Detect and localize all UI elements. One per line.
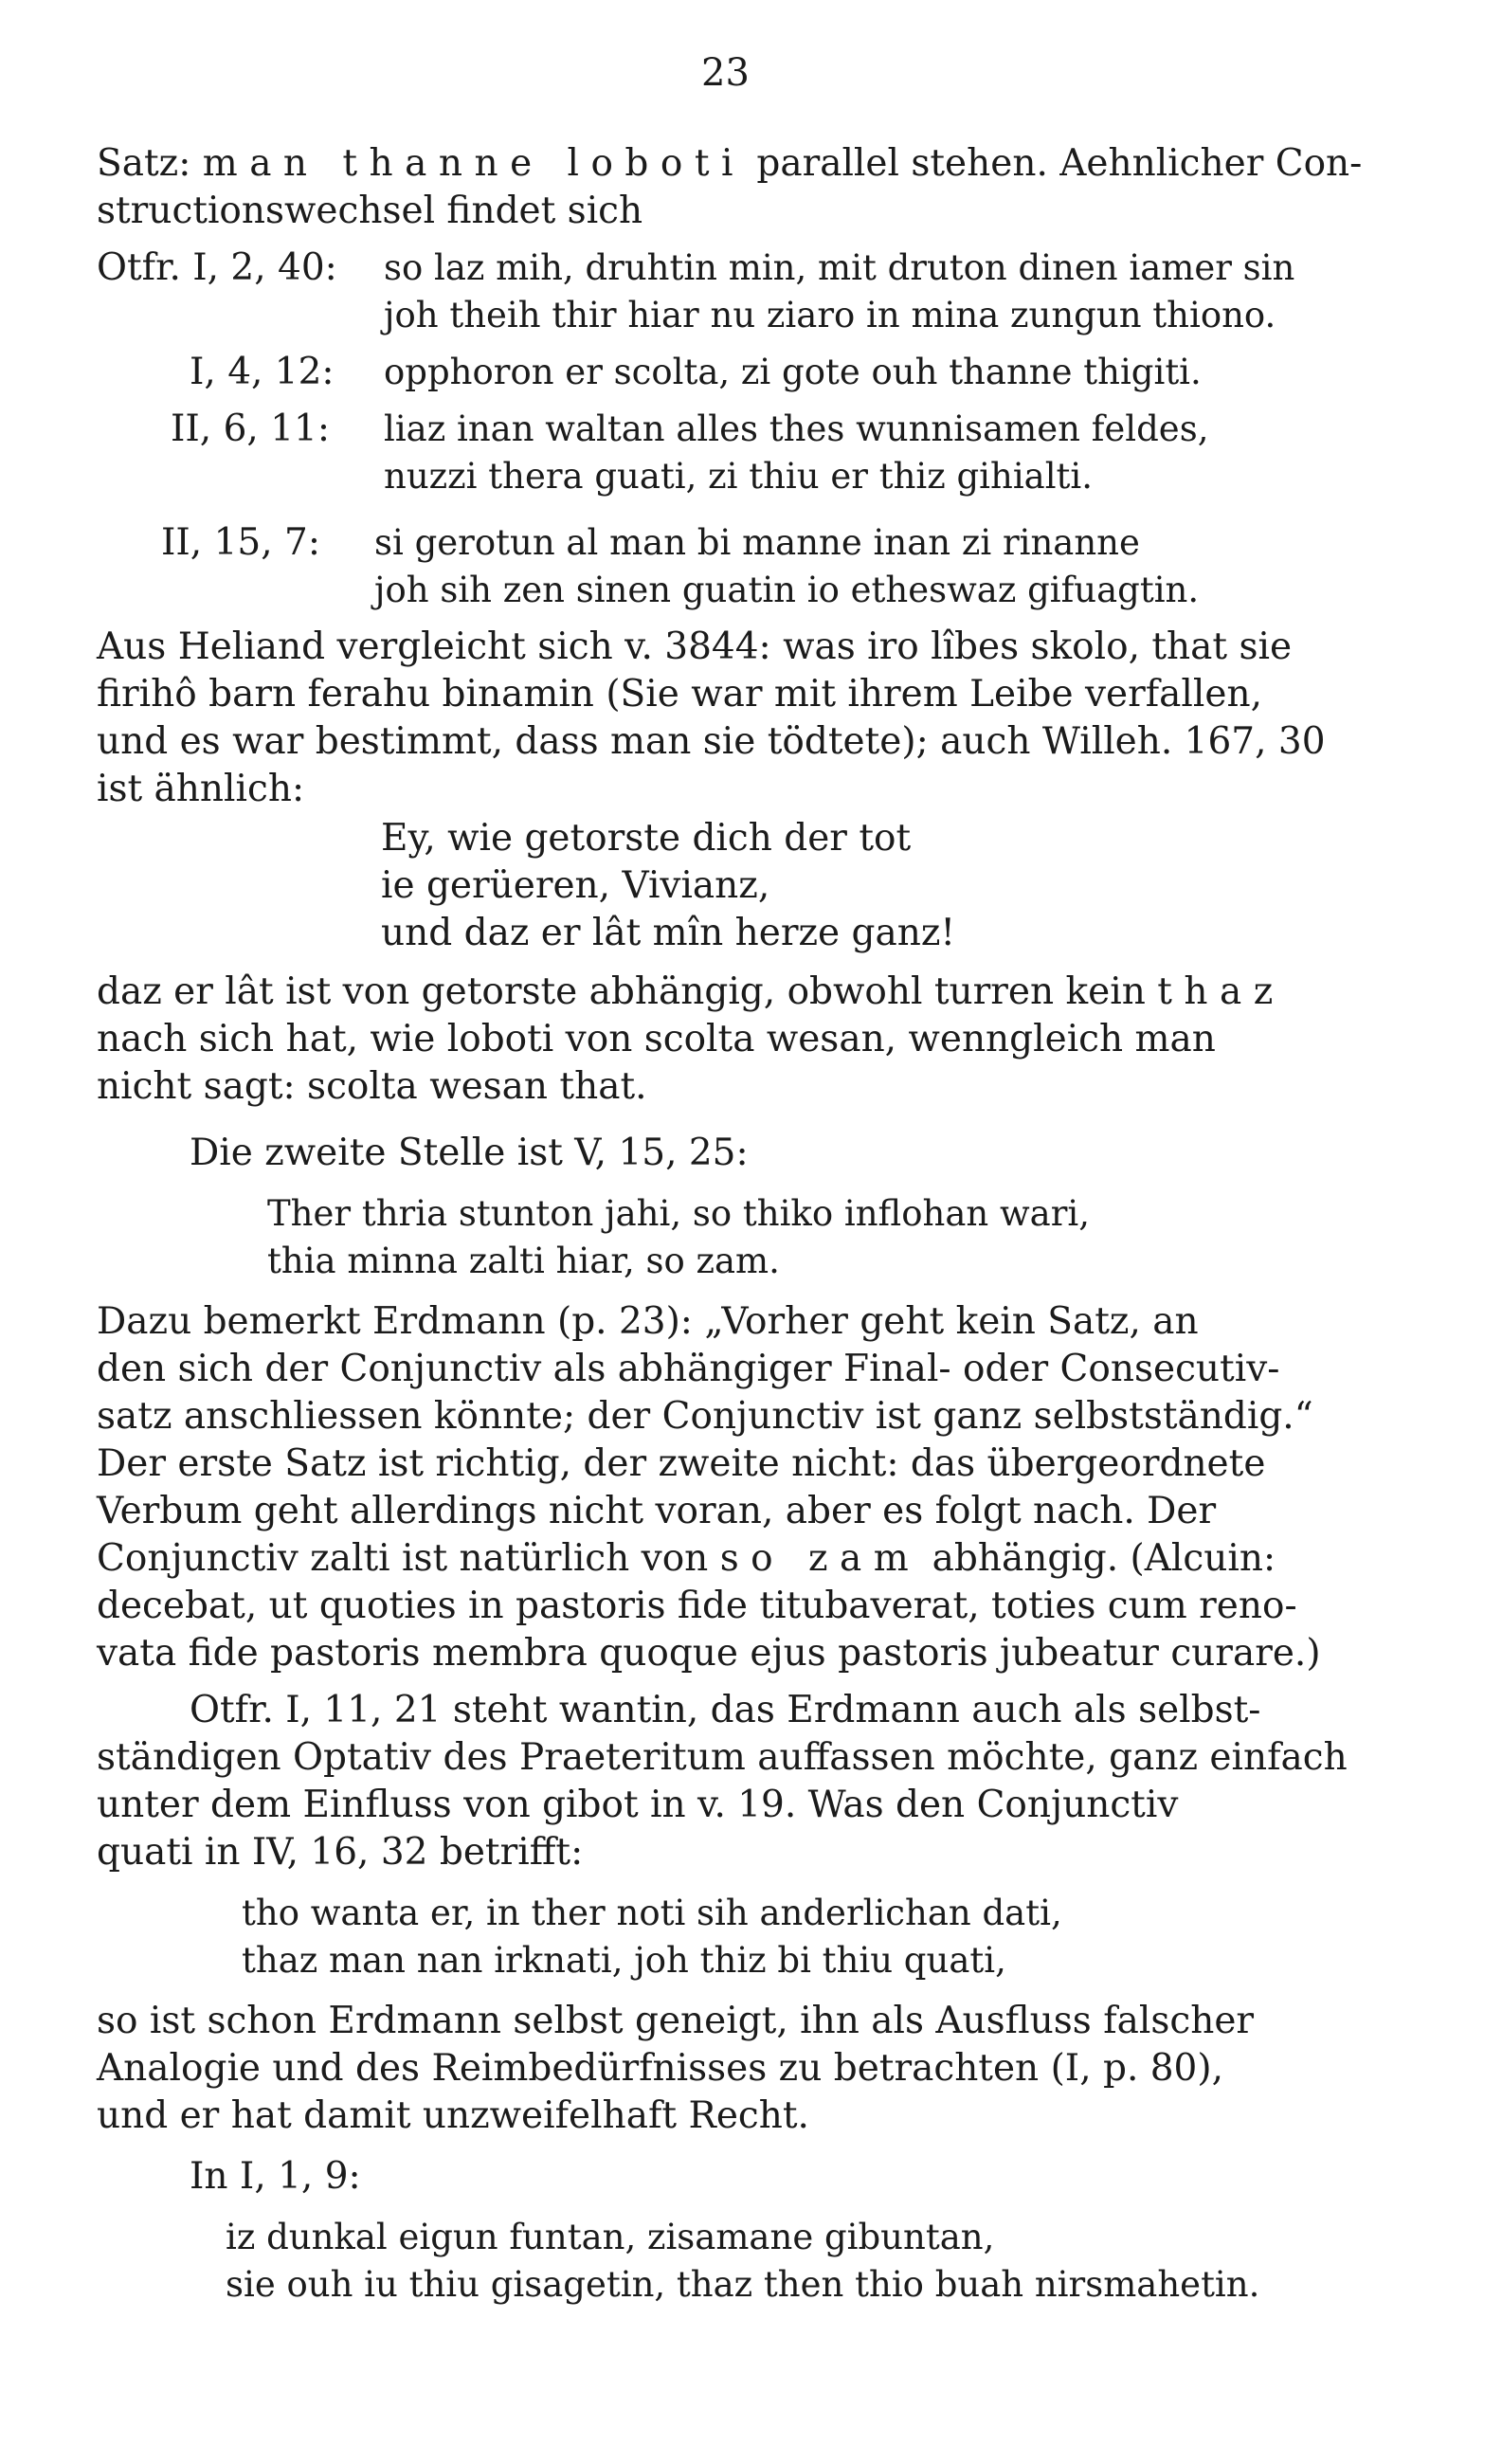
quote-line: nuzzi thera guati, zi thiu er thiz gihialti. [384,456,1094,497]
quote-reference: I, 4, 12: [190,351,335,393]
text-line: satz anschliessen könnte; der Conjunctiv ist ganz selbstständig.“ [97,1395,1313,1438]
text-line: Aus Heliand vergleicht sich v. 3844: was iro lîbes skolo, that sie [97,625,1293,668]
text-span: Conjunctiv zalti ist natürlich von [97,1537,720,1580]
quote-line: thaz man nan irknati, joh thiz bi thiu quati, [242,1940,1006,1981]
quote-line: joh sih zen sinen guatin io etheswaz gifuagtin. [374,570,1200,610]
quote-line: sie ouh iu thiu gisagetin, thaz then thio buah nirsmahetin. [226,2264,1260,2305]
text-line: In I, 1, 9: [190,2155,361,2198]
text-line: und es war bestimmt, dass man sie tödtete); auch Willeh. 167, 30 [97,720,1326,763]
text-line: Analogie und des Reimbedürfnisses zu betrachten (I, p. 80), [97,2047,1223,2090]
text-line: und er hat damit unzweifelhaft Recht. [97,2094,809,2137]
quote-reference: II, 15, 7: [161,521,320,564]
quote-line: so laz mih, druhtin min, mit druton dinen iamer sin [384,247,1295,288]
quote-reference: II, 6, 11: [171,408,330,450]
text-line: firihô barn ferahu binamin (Sie war mit ihrem Leibe verfallen, [97,673,1262,716]
verse-line: ie gerüeren, Vivianz, [381,864,770,907]
text-span: abhängig. (Alcuin: [920,1537,1276,1580]
text-line: Der erste Satz ist richtig, der zweite nicht: das übergeordnete [97,1442,1266,1485]
text-line: den sich der Conjunctiv als abhängiger Final- oder Consecutiv- [97,1348,1280,1390]
verse-line: und daz er lât mîn herze ganz! [381,912,956,954]
text-line [97,1535,1276,1583]
verse-line: Ey, wie getorste dich der tot [381,817,912,860]
text-line: nicht sagt: scolta wesan that. [97,1065,647,1108]
text-span: daz er lât ist von getorste abhängig, obwohl turren kein [97,970,1158,1013]
page-number: 23 [701,51,750,95]
text-span: Satz: [97,142,203,185]
text-line: unter dem Einfluss von gibot in v. 19. Was den Conjunctiv [97,1784,1179,1826]
spaced-text: thaz [1157,970,1285,1013]
quote-line: si gerotun al man bi manne inan zi rinanne [374,522,1140,563]
text-line: Verbum geht allerdings nicht voran, aber es folgt nach. Der [97,1490,1217,1532]
text-line: Otfr. I, 11, 21 steht wantin, das Erdmann auch als selbst- [190,1689,1261,1731]
text-line: Dazu bemerkt Erdmann (p. 23): „Vorher geht kein Satz, an [97,1300,1199,1343]
text-line: decebat, ut quoties in pastoris fide titubaverat, toties cum reno- [97,1585,1297,1627]
text-line: Die zweite Stelle ist V, 15, 25: [190,1132,749,1174]
text-line: so ist schon Erdmann selbst geneigt, ihn als Ausfluss falscher [97,2000,1255,2042]
quote-line: thia minna zalti hiar, so zam. [267,1241,780,1281]
spaced-text: man thanne loboti [202,142,745,185]
quote-line: Ther thria stunton jahi, so thiko inflohan wari, [267,1193,1090,1234]
quote-reference: Otfr. I, 2, 40: [97,246,337,289]
text-span: parallel stehen. Aehnlicher Con- [744,142,1363,185]
quote-line: liaz inan waltan alles thes wunnisamen feldes, [384,408,1209,449]
quote-line: opphoron er scolta, zi gote ouh thanne thigiti. [384,352,1202,392]
spaced-text: so zam [719,1537,921,1580]
text-line: ständigen Optativ des Praeteritum auffassen möchte, ganz einfach [97,1736,1348,1779]
quote-line: tho wanta er, in ther noti sih anderlichan dati, [242,1893,1062,1933]
quote-line: joh theih thir hiar nu ziaro in mina zungun thiono. [384,295,1276,335]
text-line: ist ähnlich: [97,768,305,810]
text-line [97,969,1285,1016]
text-line: quati in IV, 16, 32 betrifft: [97,1831,584,1874]
text-line [97,140,1362,188]
text-line: nach sich hat, wie loboti von scolta wesan, wenngleich man [97,1018,1216,1060]
text-line: vata fide pastoris membra quoque ejus pastoris jubeatur curare.) [97,1632,1321,1675]
quote-line: iz dunkal eigun funtan, zisamane gibuntan, [226,2217,995,2257]
text-line: structionswechsel findet sich [97,190,643,232]
